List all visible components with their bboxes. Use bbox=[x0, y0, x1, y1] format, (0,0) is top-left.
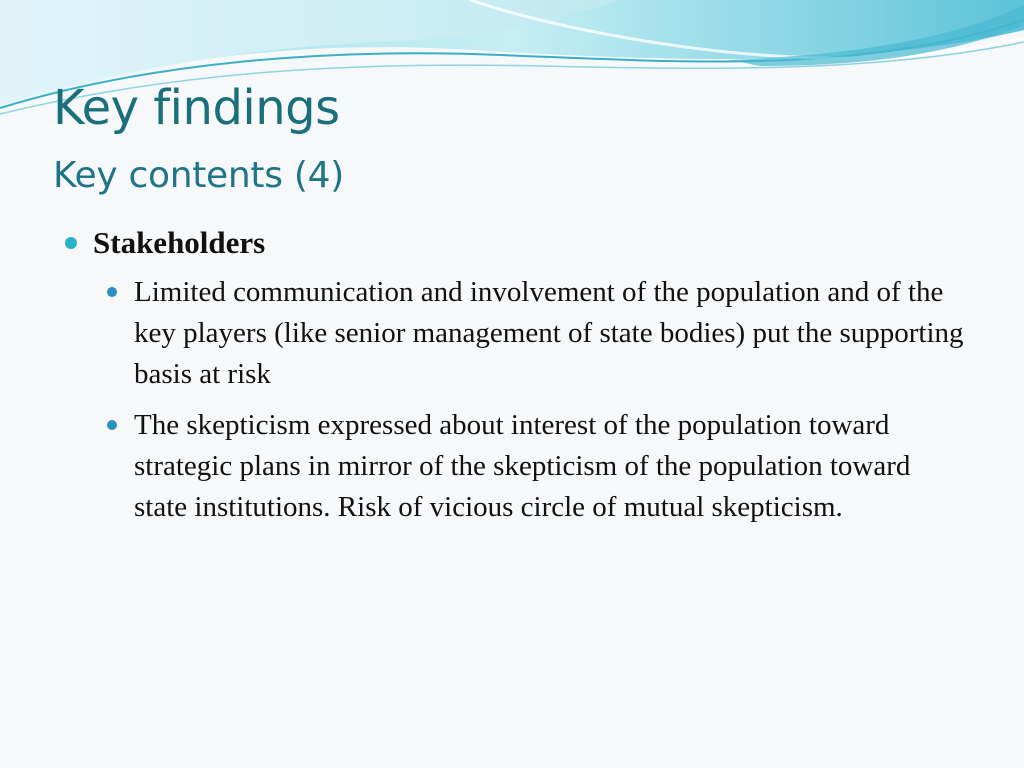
bullet-level2-item bbox=[107, 405, 965, 528]
bullet-level1-text: Stakeholders bbox=[93, 225, 266, 260]
bullet-level2-text: Limited communication and involvement of the population and of the key players (like senior management of state bodies) put the supporting basis at risk bbox=[134, 276, 964, 390]
bullet-level2-text: The skepticism expressed about interest of the population toward strategic plans in mirror of the skepticism of the population toward state institutions. Risk of vicious circle of mutual skepticism. bbox=[134, 409, 911, 523]
bullet-dot-icon bbox=[65, 237, 77, 249]
slide-body bbox=[65, 222, 965, 528]
bullet-level2-item bbox=[107, 272, 965, 395]
bullet-dot-icon bbox=[107, 420, 117, 430]
slide-subtitle: Key contents (4) bbox=[53, 155, 344, 196]
slide-title: Key findings bbox=[53, 80, 340, 136]
bullet-level1-item bbox=[65, 222, 965, 264]
bullet-dot-icon bbox=[107, 287, 117, 297]
